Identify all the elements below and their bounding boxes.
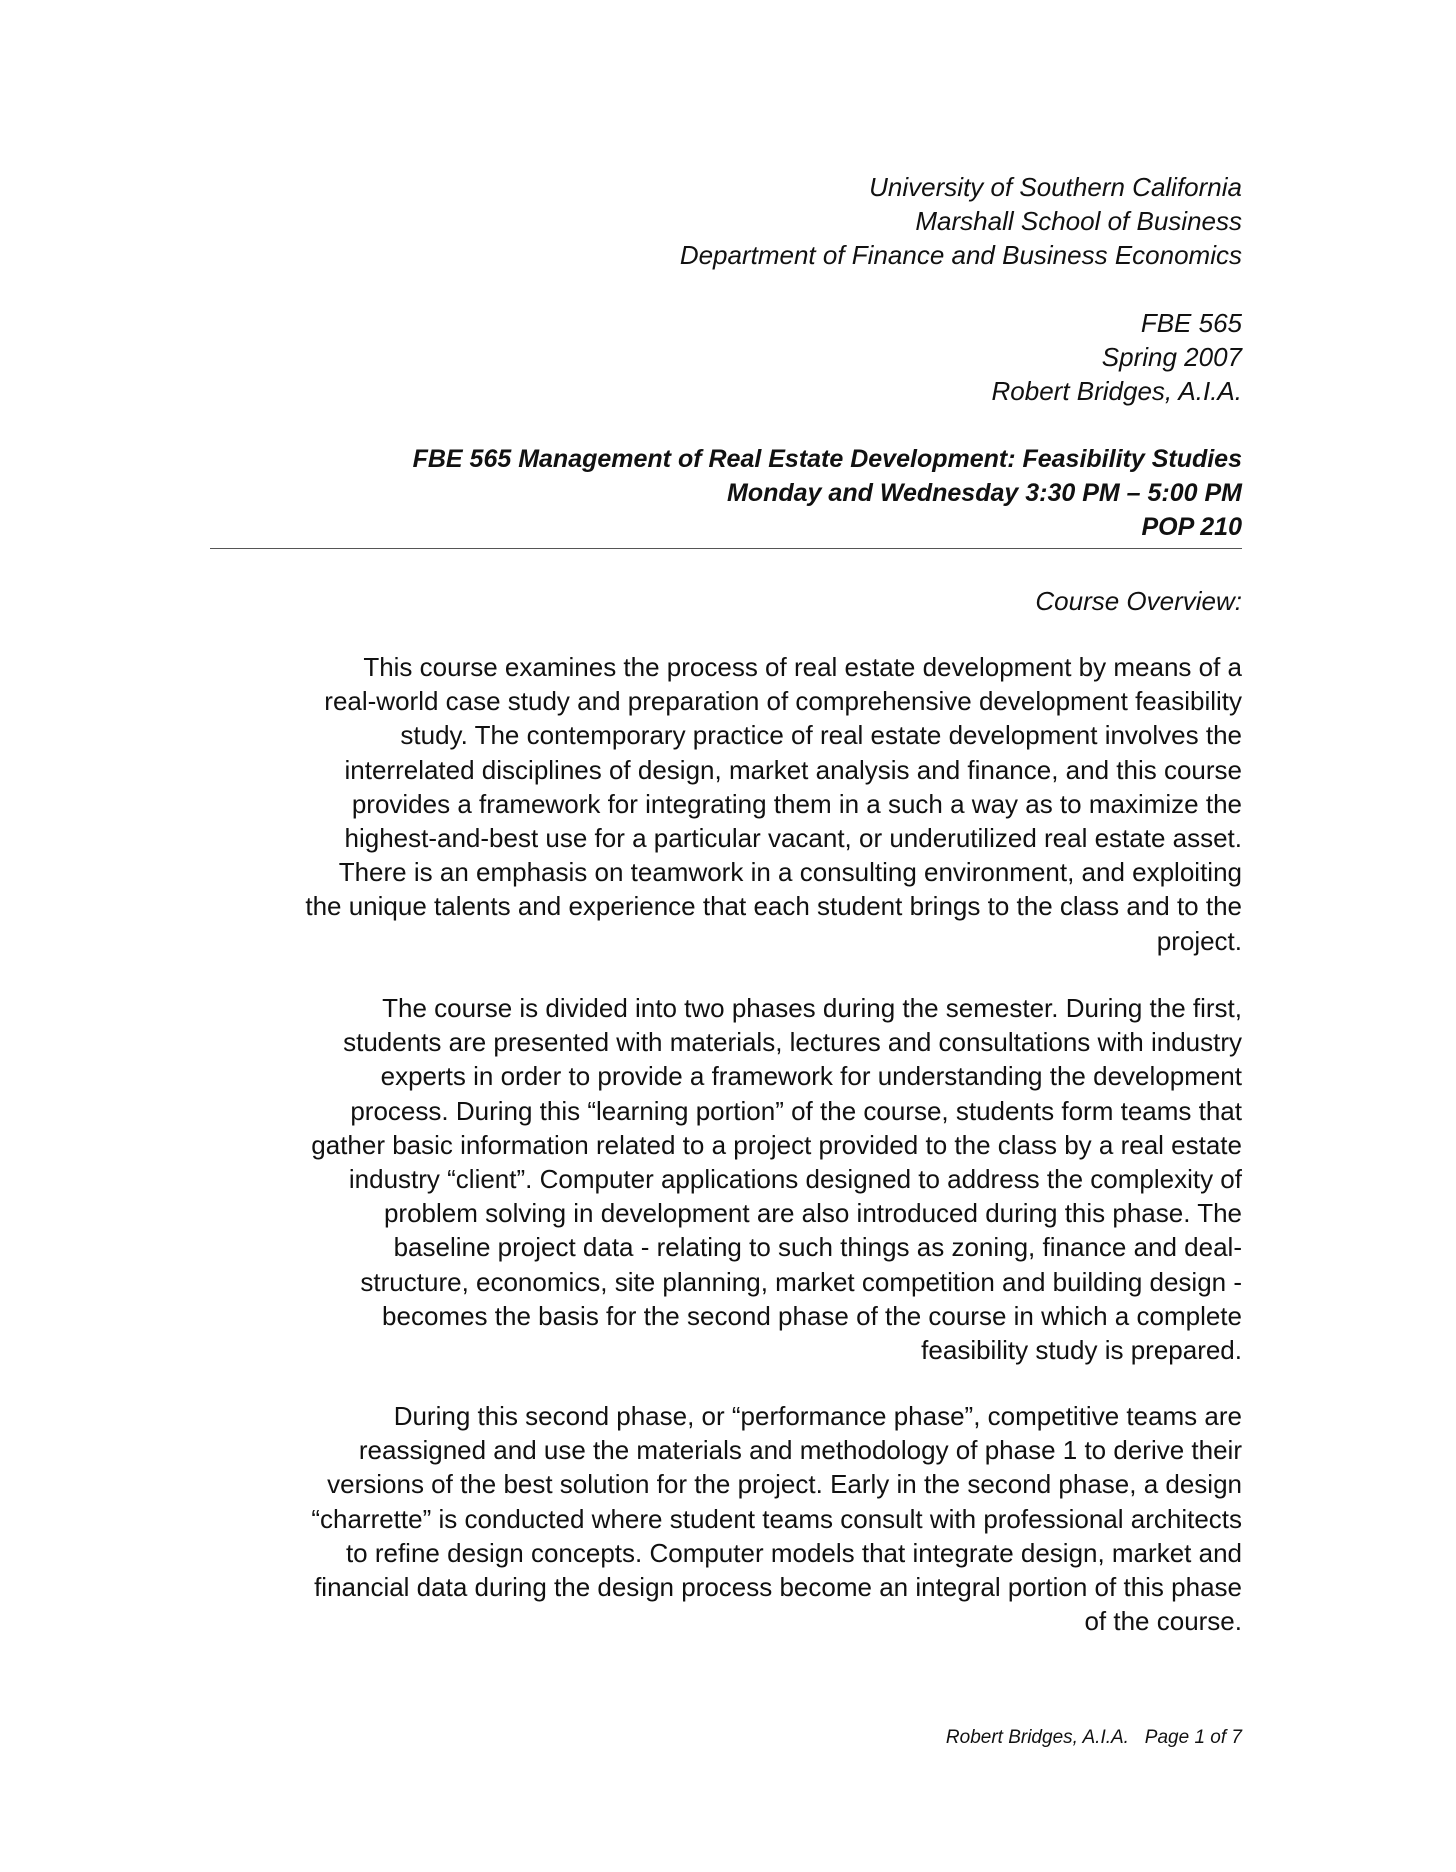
institution-header [210, 170, 1242, 272]
paragraph-line: to refine design concepts. Computer models that integrate design, market and [345, 1537, 1242, 1568]
paragraph-line: students are presented with materials, lectures and consultations with industry [343, 1027, 1242, 1058]
paragraph-line: study. The contemporary practice of real estate development involves the [400, 720, 1242, 751]
overview-heading: Course Overview: [1035, 586, 1242, 616]
paragraph-line: real-world case study and preparation of comprehensive development feasibility [324, 686, 1242, 717]
paragraph-line: versions of the best solution for the project. Early in the second phase, a design [327, 1469, 1242, 1500]
page-footer [210, 1726, 1242, 1750]
course-code: FBE 565 [1140, 308, 1242, 338]
overview-paragraph-1 [210, 650, 1242, 958]
paragraph-line: highest-and-best use for a particular vacant, or underutilized real estate asset. [344, 823, 1242, 854]
paragraph-line: The course is divided into two phases during the semester. During the first, [382, 993, 1242, 1023]
course-meta [210, 306, 1242, 408]
overview-paragraph-3 [210, 1399, 1242, 1638]
paragraph-line: structure, economics, site planning, market competition and building design - [360, 1266, 1242, 1297]
paragraph-line: becomes the basis for the second phase of the course in which a complete [382, 1300, 1242, 1331]
university-name: University of Southern California [869, 172, 1242, 202]
footer-page-number: Page 1 of 7 [1144, 1727, 1242, 1748]
course-schedule: Monday and Wednesday 3:30 PM – 5:00 PM [727, 479, 1242, 507]
paragraph-line: During this second phase, or “performance phase”, competitive teams are [393, 1401, 1242, 1431]
paragraph-line: problem solving in development are also introduced during this phase. The [383, 1198, 1242, 1229]
paragraph-line: financial data during the design process become an integral portion of this phase [314, 1572, 1242, 1603]
course-instructor: Robert Bridges, A.I.A. [991, 376, 1242, 406]
school-name: Marshall School of Business [915, 206, 1242, 236]
paragraph-line: of the course. [1084, 1606, 1242, 1637]
paragraph-line: project. [1156, 925, 1242, 956]
course-title: FBE 565 Management of Real Estate Development: Feasibility Studies [412, 445, 1242, 473]
header-divider [210, 548, 1242, 549]
course-room: POP 210 [1141, 513, 1242, 541]
overview-paragraph-2 [210, 991, 1242, 1367]
paragraph-line: “charrette” is conducted where student teams consult with professional architects [311, 1503, 1242, 1534]
paragraph-line: experts in order to provide a framework for understanding the development [380, 1061, 1242, 1092]
paragraph-line: There is an emphasis on teamwork in a consulting environment, and exploiting [338, 857, 1242, 888]
course-term: Spring 2007 [1101, 342, 1242, 372]
footer-author: Robert Bridges, A.I.A. [945, 1727, 1129, 1748]
paragraph-line: process. During this “learning portion” of the course, students form teams that [350, 1095, 1242, 1126]
paragraph-line: feasibility study is prepared. [921, 1335, 1242, 1366]
department-name: Department of Finance and Business Economics [679, 240, 1242, 270]
paragraph-line: gather basic information related to a project provided to the class by a real estate [311, 1129, 1242, 1160]
paragraph-line: industry “client”. Computer applications designed to address the complexity of [348, 1164, 1242, 1195]
paragraph-line: interrelated disciplines of design, market analysis and finance, and this course [344, 754, 1242, 785]
paragraph-line: provides a framework for integrating them in a such a way as to maximize the [351, 788, 1242, 819]
paragraph-line: baseline project data - relating to such things as zoning, finance and deal- [393, 1232, 1242, 1263]
paragraph-line: reassigned and use the materials and methodology of phase 1 to derive their [358, 1435, 1242, 1466]
paragraph-line: the unique talents and experience that each student brings to the class and to the [305, 891, 1242, 922]
course-info [210, 442, 1242, 544]
paragraph-line: This course examines the process of real estate development by means of a [363, 652, 1242, 682]
